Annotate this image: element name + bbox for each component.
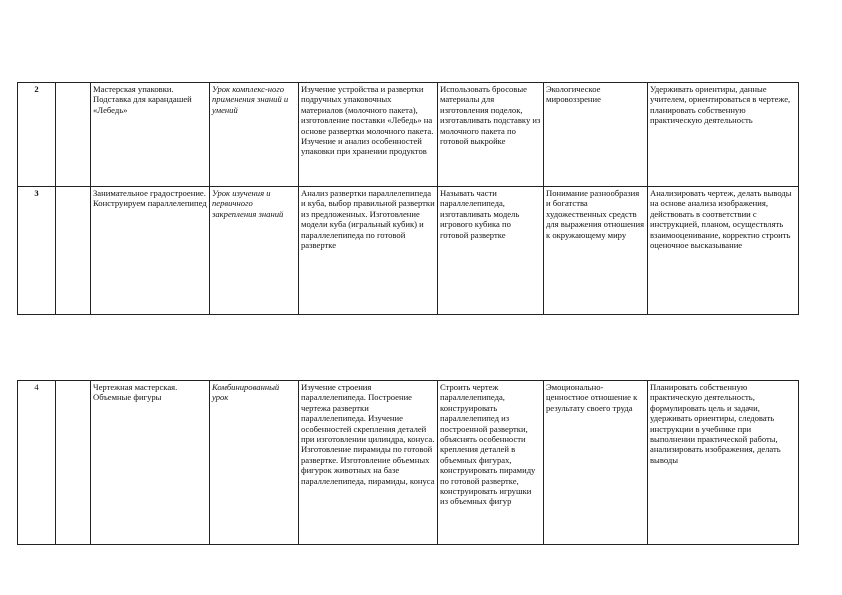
lesson-content: Анализ развертки параллелепипеда и куба, выбор правильной развертки из предложенных. Изготовление модели куба (игральный кубик) и параллелепипеда по готовой развертке	[299, 187, 438, 315]
table-row	[18, 381, 799, 545]
lesson-plan-table-bottom	[17, 380, 799, 545]
lesson-number: 2	[18, 83, 56, 187]
personal-results: Экологическое мировоззрение	[544, 83, 648, 187]
personal-results: Понимание разнообразия и богатства художественных средств для выражения отношения к окружающему миру	[544, 187, 648, 315]
table-row	[18, 187, 799, 315]
subject-results: Использовать бросовые материалы для изготовления поделок, изготавливать подставку из молочного пакета по готовой выкройке	[438, 83, 544, 187]
table-row	[18, 83, 799, 187]
empty-cell	[56, 187, 91, 315]
empty-cell	[56, 381, 91, 545]
lesson-topic: Занимательное градостроение. Конструируем параллелепипед	[91, 187, 210, 315]
lesson-topic: Мастерская упаковки. Подставка для карандашей «Лебедь»	[91, 83, 210, 187]
meta-results: Анализировать чертеж, делать выводы на основе анализа изображения, действовать в соответствии с инструкцией, планом, осуществлять взаимооценивание, корректно строить оценочное высказывание	[648, 187, 799, 315]
lesson-content: Изучение строения параллелепипеда. Построение чертежа развертки параллелепипеда. Изучение особенностей скрепления деталей при изготовлении цилиндра, конуса. Изготовление пирамиды по готовой развертке. Изготовление объемных фигурок животных на базе параллелепипеда, пирамиды, конуса	[299, 381, 438, 545]
lesson-plan-table-top	[17, 82, 799, 315]
meta-results: Удерживать ориентиры, данные учителем, ориентироваться в чертеже, планировать собственную практическую деятельность	[648, 83, 799, 187]
lesson-number: 3	[18, 187, 56, 315]
subject-results: Называть части параллелепипеда, изготавливать модель игрового кубика по готовой развертке	[438, 187, 544, 315]
lesson-type: Комбинированный урок	[210, 381, 299, 545]
personal-results: Эмоционально-ценностное отношение к результату своего труда	[544, 381, 648, 545]
lesson-type: Урок изучения и первичного закрепления знаний	[210, 187, 299, 315]
subject-results: Строить чертеж параллелепипеда, конструировать параллелепипед из построенной развертки, объяснять особенности крепления деталей в объемных фигурах, конструировать пирамиду по готовой развертке, конструировать игрушки из объемных фигур	[438, 381, 544, 545]
lesson-type: Урок комплекс-ного применения знаний и умений	[210, 83, 299, 187]
empty-cell	[56, 83, 91, 187]
lesson-number: 4	[18, 381, 56, 545]
meta-results: Планировать собственную практическую деятельность, формулировать цель и задачи, удерживать ориентиры, следовать инструкции в учебнике при выполнении практической работы, анализировать изображения, делать выводы	[648, 381, 799, 545]
lesson-topic: Чертежная мастерская. Объемные фигуры	[91, 381, 210, 545]
lesson-content: Изучение устройства и развертки подручных упаковочных материалов (молочного пакета), изготовление поставки «Лебедь» на основе развертки молочного пакета. Изучение и анализ особенностей упаковки при хранении продуктов	[299, 83, 438, 187]
